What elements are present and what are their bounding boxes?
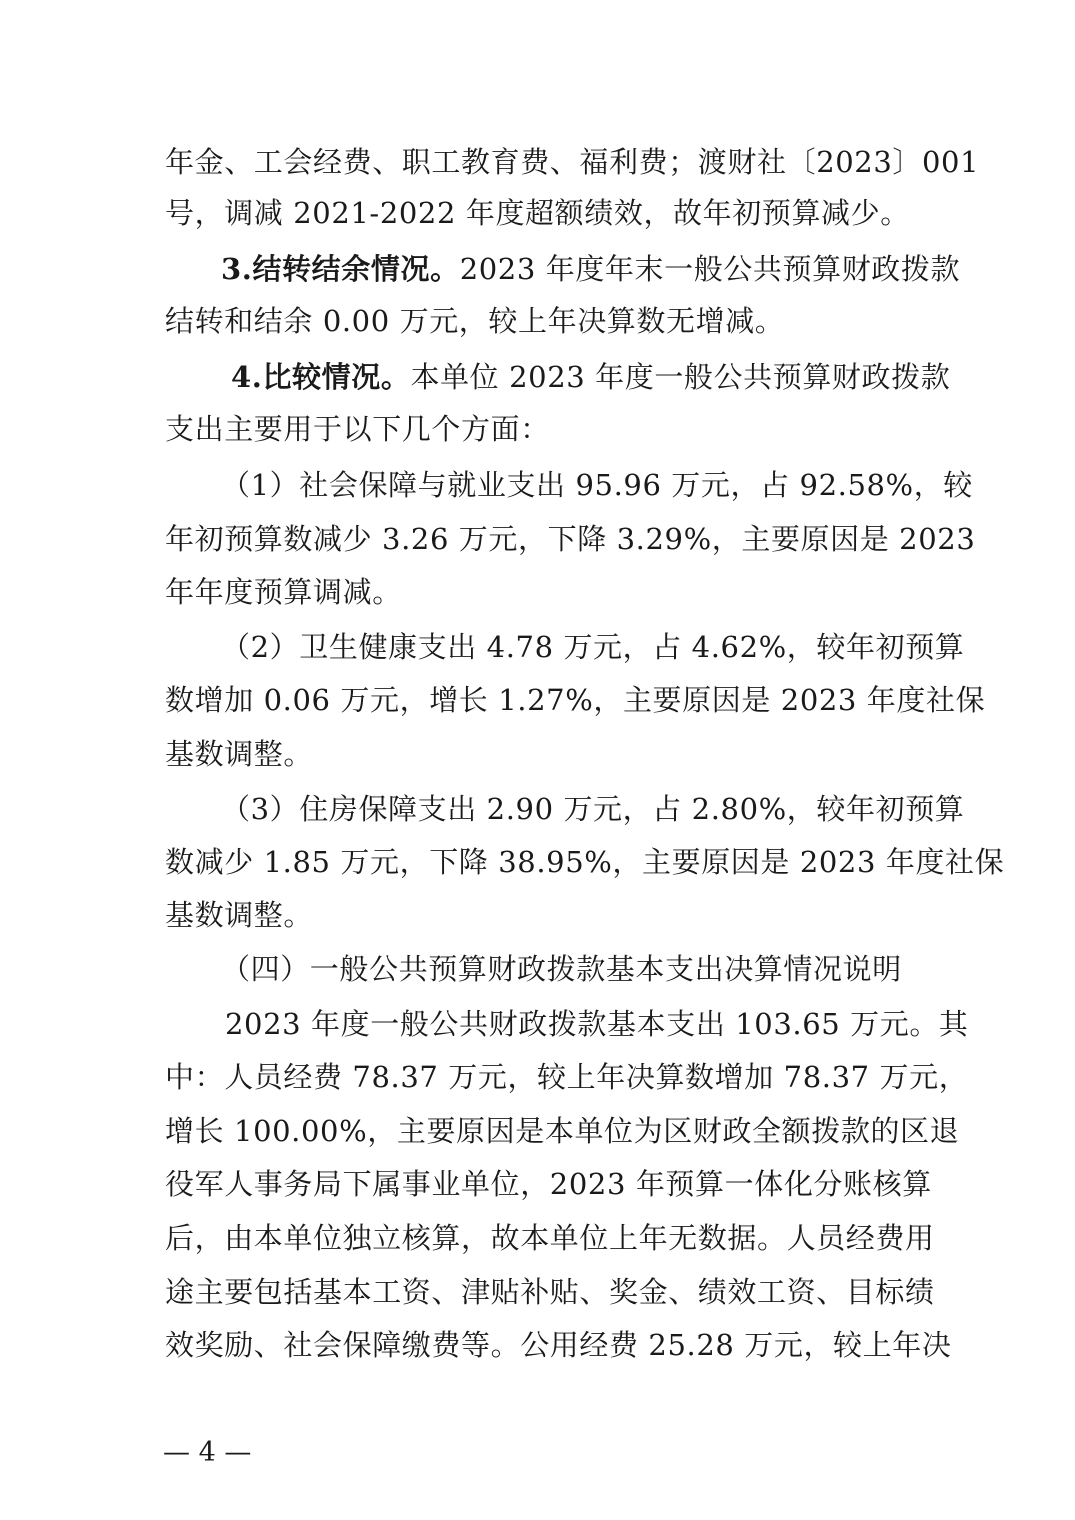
comparison-text: 本单位 2023 年度一般公共预算财政拨款: [410, 360, 951, 394]
carryover-text: 2023 年度年末一般公共预算财政拨款: [459, 252, 961, 286]
comparison-heading: 4.比较情况。: [231, 360, 411, 394]
text-line: 结转和结余 0.00 万元，较上年决算数无增减。: [165, 304, 785, 338]
page-number: — 4 —: [163, 1437, 252, 1468]
text-line: 役军人事务局下属事业单位，2023 年预算一体化分账核算: [165, 1167, 932, 1201]
text-line: 中：人员经费 78.37 万元，较上年决算数增加 78.37 万元，: [165, 1060, 969, 1094]
text-line: （1）社会保障与就业支出 95.96 万元，占 92.58%，较: [221, 468, 973, 502]
text-line: 途主要包括基本工资、津贴补贴、奖金、绩效工资、目标绩: [165, 1275, 935, 1309]
text-line: 基数调整。: [165, 898, 314, 932]
carryover-heading: 3.结转结余情况。: [221, 252, 460, 286]
section-heading: （四）一般公共预算财政拨款基本支出决算情况说明: [221, 952, 902, 986]
text-line: 后，由本单位独立核算，故本单位上年无数据。人员经费用: [165, 1221, 935, 1255]
text-line: 数减少 1.85 万元，下降 38.95%，主要原因是 2023 年度社保: [165, 845, 1005, 879]
text-line: 号，调减 2021-2022 年度超额绩效，故年初预算减少。: [165, 196, 910, 230]
text-line: 增长 100.00%，主要原因是本单位为区财政全额拨款的区退: [165, 1114, 960, 1148]
paragraph-comparison-line: [231, 357, 950, 397]
text-line: 年初预算数减少 3.26 万元，下降 3.29%，主要原因是 2023: [165, 522, 976, 556]
text-line: （2）卫生健康支出 4.78 万元，占 4.62%，较年初预算: [221, 630, 965, 664]
text-line: 数增加 0.06 万元，增长 1.27%，主要原因是 2023 年度社保: [165, 683, 986, 717]
text-line: 效奖励、社会保障缴费等。公用经费 25.28 万元，较上年决: [165, 1328, 952, 1362]
text-line: （3）住房保障支出 2.90 万元，占 2.80%，较年初预算: [221, 792, 965, 826]
text-line: 年金、工会经费、职工教育费、福利费；渡财社〔2023〕001: [165, 145, 980, 179]
text-line: 年年度预算调减。: [165, 575, 402, 609]
text-line: 支出主要用于以下几个方面：: [165, 412, 550, 446]
text-line: 2023 年度一般公共财政拨款基本支出 103.65 万元。其: [225, 1007, 969, 1041]
text-line: 基数调整。: [165, 737, 314, 771]
paragraph-carryover-line: [221, 249, 960, 289]
